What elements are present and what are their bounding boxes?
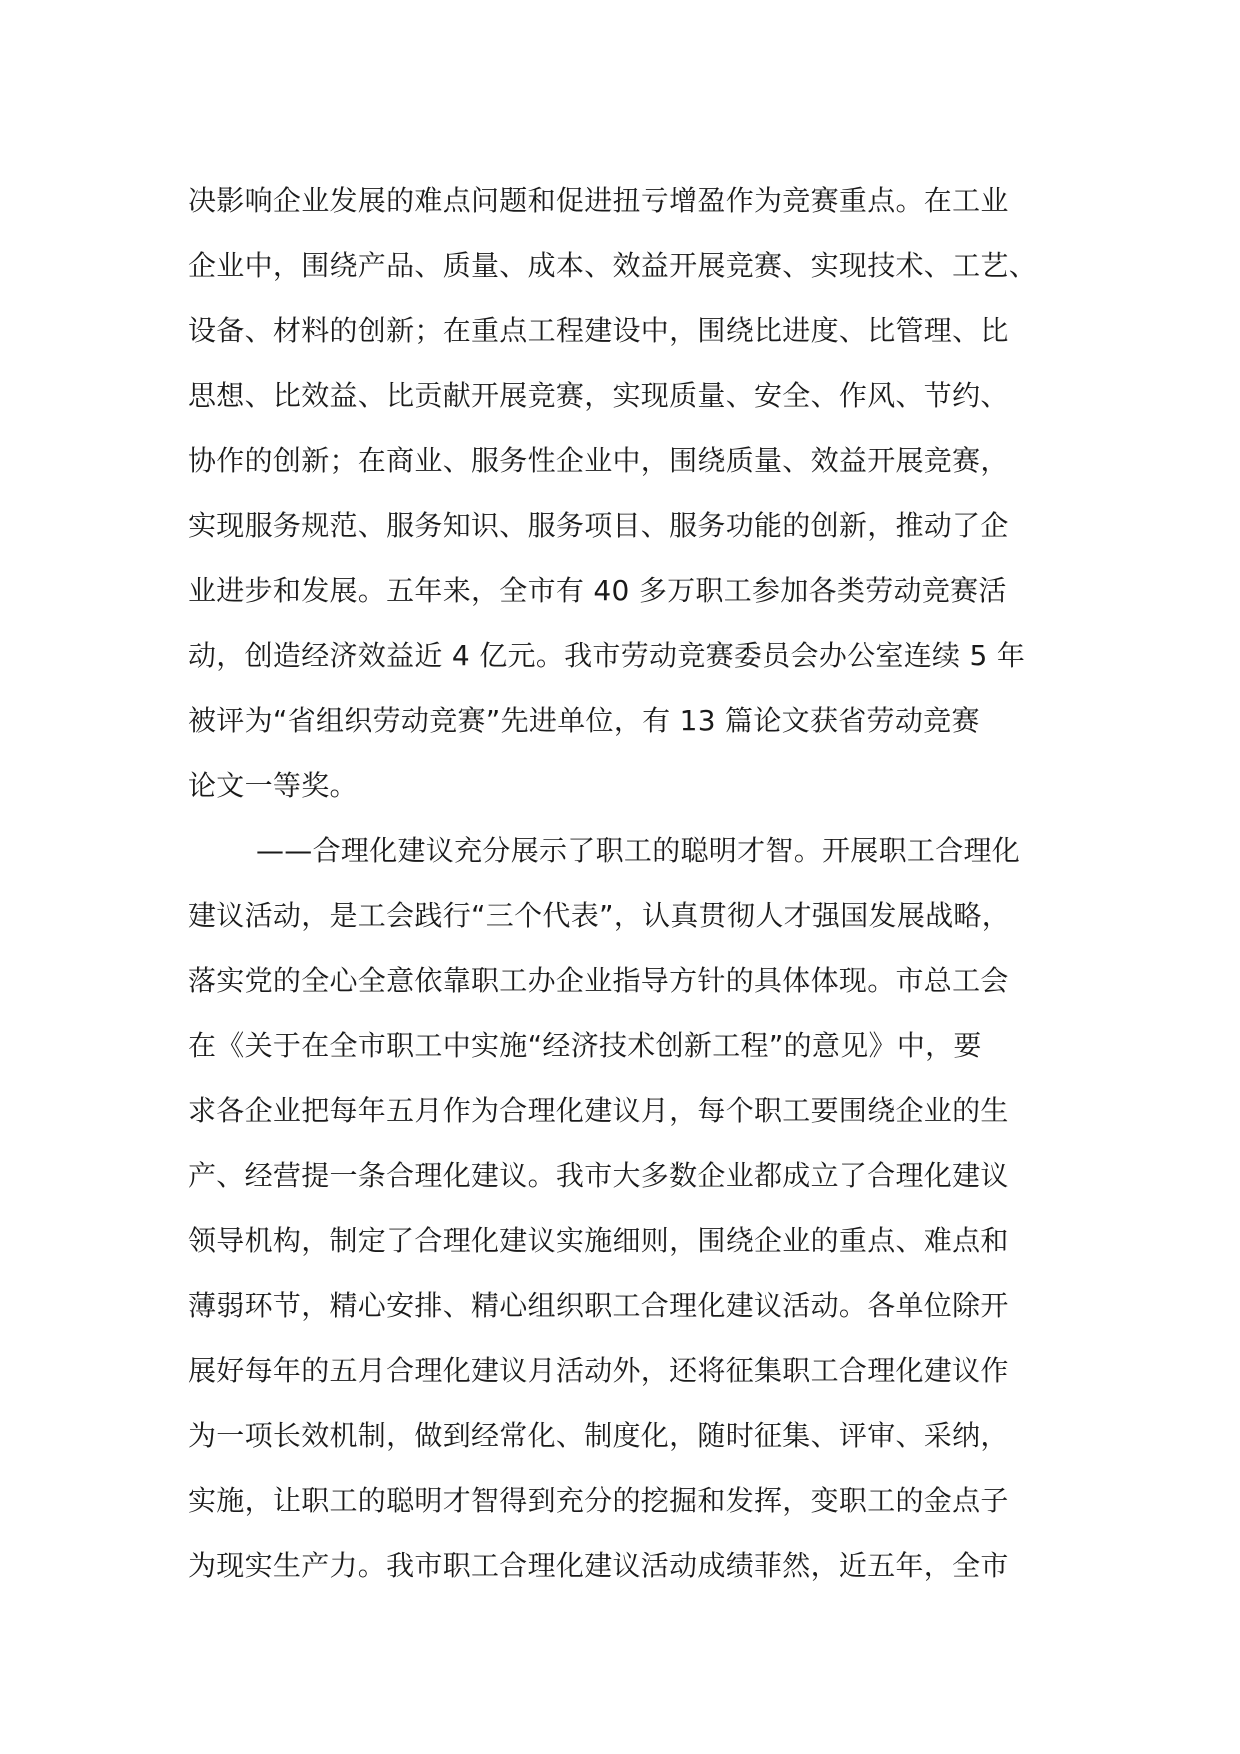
- text-line-5: 协作的创新；在商业、服务性企业中，围绕质量、效益开展竞赛，: [188, 444, 1009, 477]
- text-line-4: 思想、比效益、比贡献开展竞赛，实现质量、安全、作风、节约、: [188, 379, 1009, 412]
- text-line-20: 为一项长效机制，做到经常化、制度化，随时征集、评审、采纳，: [188, 1419, 1009, 1452]
- text-line-15: 求各企业把每年五月作为合理化建议月，每个职工要围绕企业的生: [188, 1094, 1009, 1127]
- text-line-13: 落实党的全心全意依靠职工办企业指导方针的具体体现。市总工会: [188, 964, 1009, 997]
- text-line-18: 薄弱环节，精心安排、精心组织职工合理化建议活动。各单位除开: [188, 1289, 1009, 1322]
- text-line-21: 实施，让职工的聪明才智得到充分的挖掘和发挥，变职工的金点子: [188, 1484, 1009, 1517]
- text-line-6: 实现服务规范、服务知识、服务项目、服务功能的创新，推动了企: [188, 509, 1009, 542]
- text-line-3: 设备、材料的创新；在重点工程建设中，围绕比进度、比管理、比: [188, 314, 1009, 347]
- text-line-22: 为现实生产力。我市职工合理化建议活动成绩菲然，近五年，全市: [188, 1549, 1009, 1582]
- text-line-1: 决影响企业发展的难点问题和促进扭亏增盈作为竞赛重点。在工业: [188, 184, 1009, 217]
- text-line-14: 在《关于在全市职工中实施“经济技术创新工程”的意见》中，要: [188, 1029, 982, 1062]
- text-line-16: 产、经营提一条合理化建议。我市大多数企业都成立了合理化建议: [188, 1159, 1009, 1192]
- text-line-8: 动，创造经济效益近 4 亿元。我市劳动竞赛委员会办公室连续 5 年: [188, 639, 1026, 672]
- text-line-19: 展好每年的五月合理化建议月活动外，还将征集职工合理化建议作: [188, 1354, 1009, 1387]
- body-text: [188, 168, 1088, 1598]
- text-line-12: 建议活动，是工会践行“三个代表”，认真贯彻人才强国发展战略，: [188, 899, 1011, 932]
- text-line-2: 企业中，围绕产品、质量、成本、效益开展竞赛、实现技术、工艺、: [188, 249, 1038, 282]
- text-line-9: 被评为“省组织劳动竞赛”先进单位，有 13 篇论文获省劳动竞赛: [188, 704, 980, 737]
- text-line-17: 领导机构，制定了合理化建议实施细则，围绕企业的重点、难点和: [188, 1224, 1009, 1257]
- text-line-7: 业进步和发展。五年来，全市有 40 多万职工参加各类劳动竞赛活: [188, 574, 1007, 607]
- paragraph-heading-line: ——合理化建议充分展示了职工的聪明才智。开展职工合理化: [256, 834, 1021, 867]
- text-line-10: 论文一等奖。: [188, 769, 358, 802]
